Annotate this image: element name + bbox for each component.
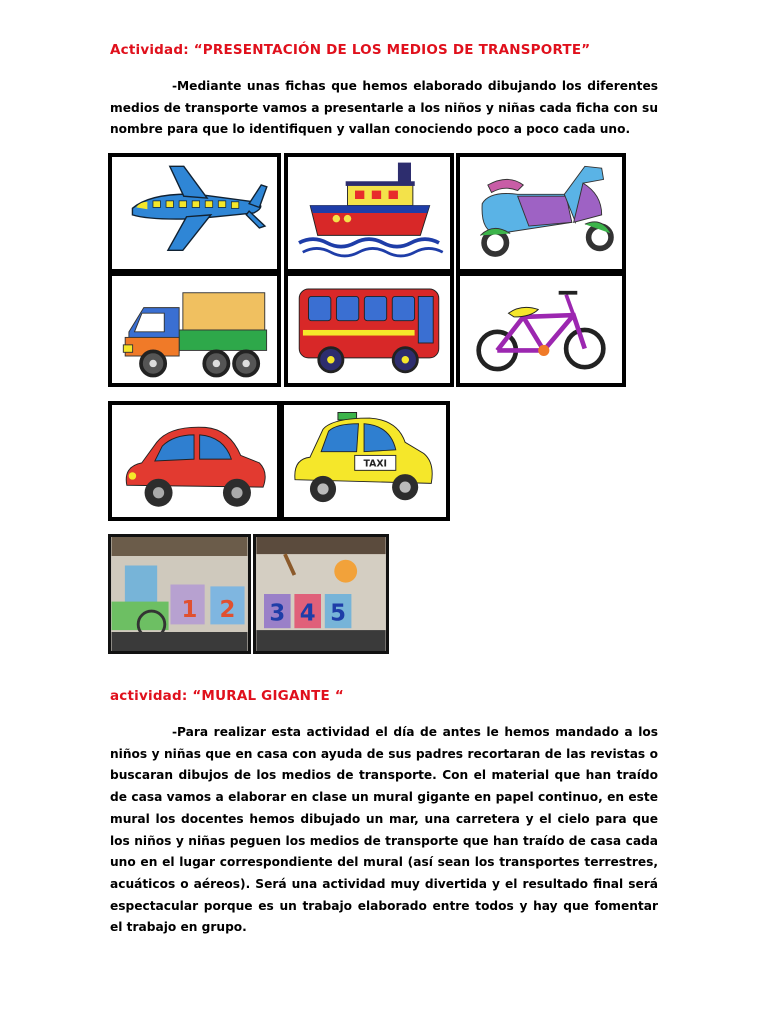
taxi-sign: TAXI (363, 458, 388, 470)
train-mural-image (111, 537, 248, 651)
truck-icon (112, 276, 277, 383)
train-number: 5 (330, 600, 347, 627)
paragraph-text: -Mediante unas fichas que hemos elaborado dibujando los diferentes medios de transporte vamos a presentarle a los niños y niñas cada ficha con su nombre para que lo identifiquen y vallan conociendo poco a poco cada uno. (110, 79, 658, 137)
boat-card (284, 153, 454, 273)
activity-heading-mural: actividad: “MURAL GIGANTE “ (110, 688, 344, 704)
train-number: 1 (181, 596, 198, 623)
taxi-icon (284, 405, 446, 517)
bicycle-card (456, 272, 626, 387)
car-card (108, 401, 281, 521)
truck-card (108, 272, 281, 387)
train-number: 2 (219, 596, 236, 623)
paragraph-text: -Para realizar esta actividad el día de antes le hemos mandado a los niños y niñas que en casa con ayuda de sus padres recortaran de las revistas o buscaran dibujos de los medios de transporte. Con el material que han traído de casa vamos a elaborar en clase un mural gigante en papel continuo, en este mural los docentes hemos dibujado un mar, una carretera y el cielo para que los niños y niñas peguen los medios de transporte que han traído de casa cada uno en el lugar correspondiente del mural (así sean los transportes terrestres, acuáticos o aéreos). Será una actividad muy divertida y el resultado final será espectacular porque es un trabajo elaborado entre todos y hay que fomentar el trabajo en grupo. (110, 725, 658, 935)
train-mural-photo-1 (108, 534, 251, 654)
train-mural-image (256, 537, 386, 651)
activity-paragraph-mural (110, 722, 658, 939)
taxi-card (280, 401, 450, 521)
scooter-icon (460, 157, 622, 269)
airplane-icon (112, 157, 277, 269)
activity-paragraph-transport (110, 76, 658, 141)
train-number: 3 (269, 600, 286, 627)
train-mural-photo-2 (253, 534, 389, 654)
boat-icon (288, 157, 450, 269)
car-icon (112, 405, 277, 517)
bus-icon (288, 276, 450, 383)
scooter-card (456, 153, 626, 273)
bus-card (284, 272, 454, 387)
train-number: 4 (299, 600, 316, 627)
bicycle-icon (460, 276, 622, 383)
activity-heading-transport: Actividad: “PRESENTACIÓN DE LOS MEDIOS DE TRANSPORTE” (110, 42, 591, 58)
airplane-card (108, 153, 281, 273)
